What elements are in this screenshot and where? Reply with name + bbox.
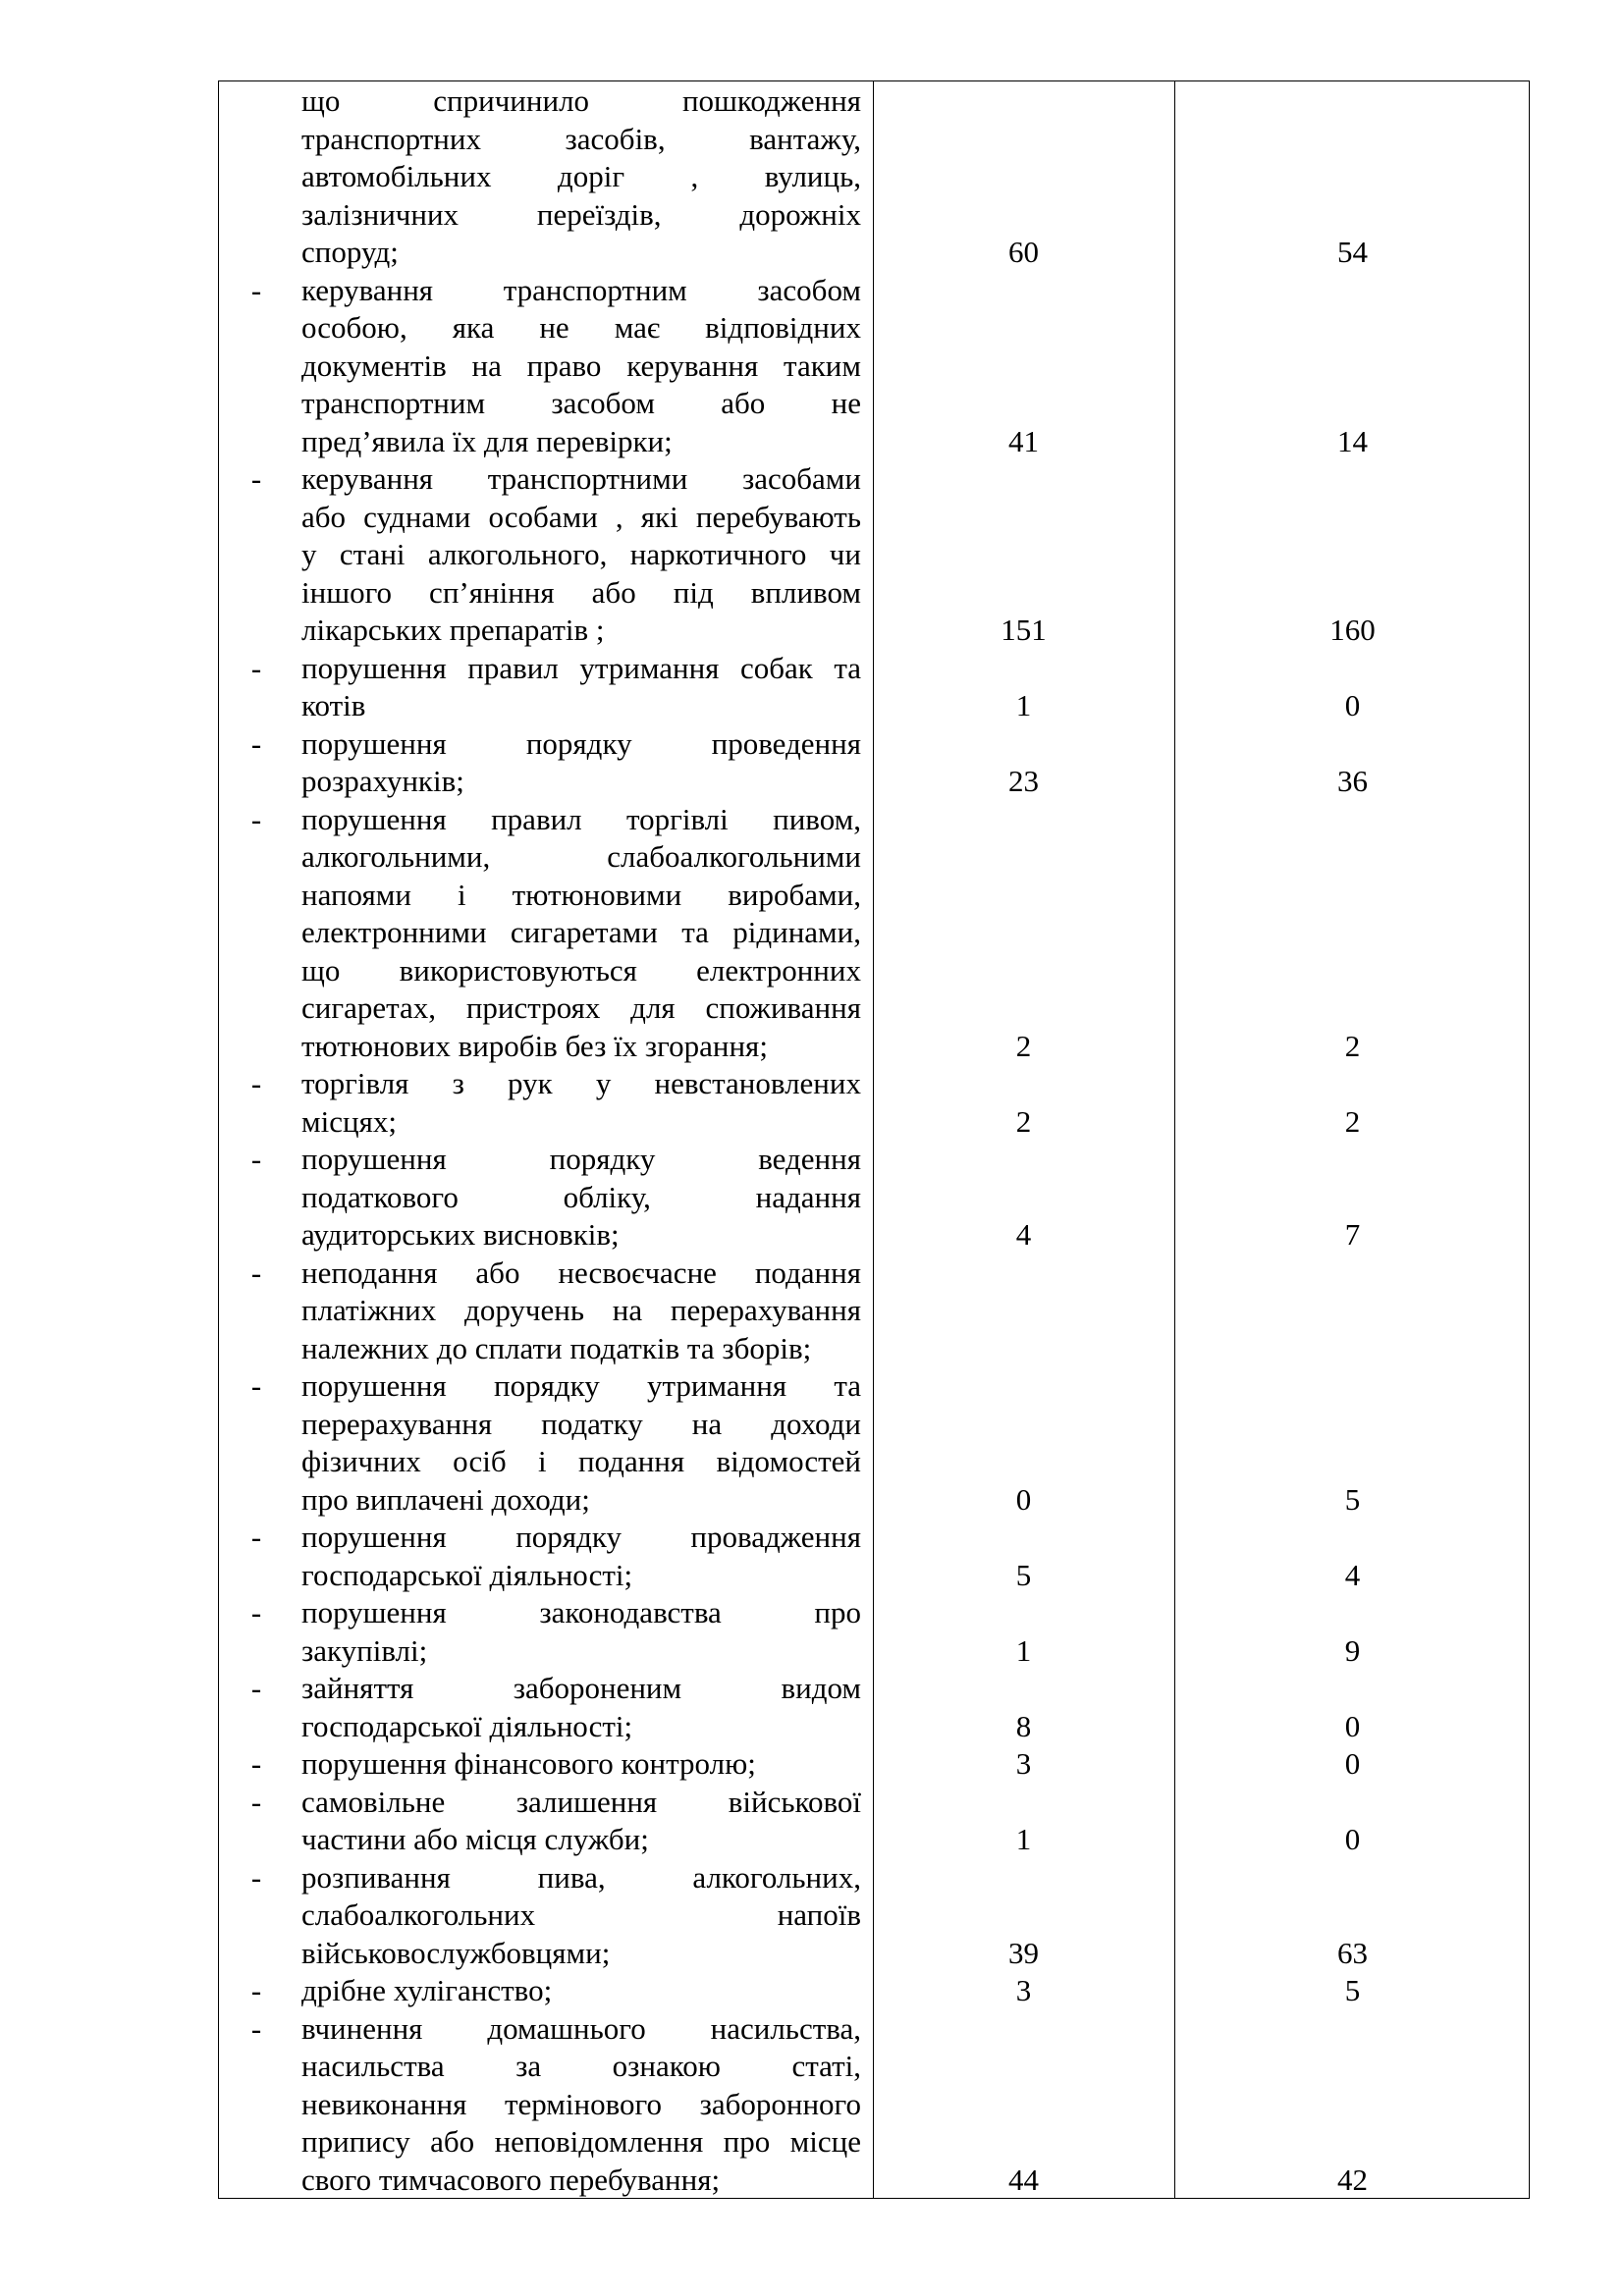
table-row bbox=[219, 1255, 1529, 1368]
value-column-1: 4 bbox=[1015, 1217, 1032, 1252]
offense-description-line: насильства за ознакою статі, bbox=[301, 2049, 861, 2083]
offense-description-line: тютюнових виробів без їх згорання; bbox=[301, 1028, 768, 1063]
offense-description-line: порушення законодавства про bbox=[301, 1595, 861, 1629]
text-line bbox=[219, 1292, 1529, 1330]
list-dash: - bbox=[250, 1595, 262, 1629]
list-dash: - bbox=[250, 1784, 262, 1819]
value-column-1: 1 bbox=[1015, 688, 1032, 722]
text-line bbox=[219, 838, 1529, 877]
offense-description-line: документів на право керування таким bbox=[301, 347, 861, 383]
text-line bbox=[219, 763, 1529, 801]
table-row bbox=[219, 725, 1529, 801]
text-line bbox=[219, 1972, 1529, 2010]
table-row bbox=[219, 1367, 1529, 1519]
list-dash: - bbox=[250, 1746, 262, 1781]
text-line bbox=[219, 2162, 1529, 2200]
text-line bbox=[219, 536, 1529, 574]
text-line bbox=[219, 1821, 1529, 1859]
text-line bbox=[219, 1028, 1529, 1066]
offense-description-line: порушення порядку провадження bbox=[301, 1520, 861, 1554]
offense-description-line: керування транспортними засобами bbox=[301, 461, 861, 496]
text-line bbox=[219, 121, 1529, 159]
table-row bbox=[219, 1745, 1529, 1784]
table-body bbox=[219, 82, 1529, 2199]
text-line bbox=[219, 385, 1529, 423]
list-dash: - bbox=[250, 1973, 262, 2007]
offense-description-line: дрібне хуліганство; bbox=[301, 1973, 553, 2007]
text-line bbox=[219, 1103, 1529, 1142]
list-dash: - bbox=[250, 1671, 262, 1705]
offense-description-line: сигаретах, пристроях для споживання bbox=[301, 990, 861, 1025]
text-line bbox=[219, 1784, 1529, 1822]
value-column-1: 0 bbox=[1015, 1481, 1032, 1517]
text-line bbox=[219, 1406, 1529, 1444]
table-row bbox=[219, 1972, 1529, 2010]
offense-description-line: припису або неповідомлення про місце bbox=[301, 2124, 861, 2159]
offense-description-line: платіжних доручень на перерахування bbox=[301, 1293, 861, 1327]
list-dash: - bbox=[250, 1859, 262, 1895]
value-column-2: 5 bbox=[1344, 1481, 1361, 1517]
offense-description-line: залізничних переїздів, дорожніх bbox=[301, 196, 861, 232]
text-line bbox=[219, 725, 1529, 764]
value-column-1: 3 bbox=[1015, 1746, 1032, 1781]
value-column-1: 39 bbox=[1008, 1935, 1039, 1970]
text-line bbox=[219, 347, 1529, 386]
offenses-table bbox=[218, 80, 1530, 2199]
text-line bbox=[219, 650, 1529, 688]
offense-description-line: закупівлі; bbox=[301, 1632, 428, 1668]
offense-description-line: пред’явила їх для перевірки; bbox=[301, 423, 673, 458]
value-column-2: 0 bbox=[1344, 688, 1361, 722]
list-dash: - bbox=[250, 801, 262, 836]
value-column-1: 8 bbox=[1015, 1708, 1032, 1743]
text-line bbox=[219, 2086, 1529, 2124]
text-line bbox=[219, 1632, 1529, 1671]
list-dash: - bbox=[250, 1368, 262, 1403]
table-row bbox=[219, 1670, 1529, 1745]
text-line bbox=[219, 1216, 1529, 1255]
list-dash: - bbox=[250, 272, 262, 307]
offense-description-line: електронними сигаретами та рідинами, bbox=[301, 915, 861, 949]
offense-description-line: напоями і тютюновими виробами, bbox=[301, 877, 861, 912]
offense-description-line: алкогольними, слабоалкогольними bbox=[301, 839, 861, 874]
text-line bbox=[219, 1594, 1529, 1632]
value-column-2: 0 bbox=[1344, 1708, 1361, 1743]
text-line bbox=[219, 158, 1529, 196]
offense-description-line: слабоалкогольних напоїв bbox=[301, 1897, 861, 1932]
value-column-1: 44 bbox=[1008, 2162, 1039, 2197]
table-row bbox=[219, 272, 1529, 461]
table-row bbox=[219, 1519, 1529, 1594]
text-line bbox=[219, 914, 1529, 952]
value-column-1: 3 bbox=[1015, 1973, 1032, 2007]
text-line bbox=[219, 2010, 1529, 2049]
table-row bbox=[219, 1065, 1529, 1141]
offense-description-line: транспортним засобом або не bbox=[301, 386, 861, 420]
offense-description-line: торгівля з рук у невстановлених bbox=[301, 1066, 861, 1100]
offense-description-line: зайняття забороненим видом bbox=[301, 1671, 861, 1705]
list-dash: - bbox=[250, 1142, 262, 1176]
offense-description-line: або суднами особами , які перебувають bbox=[301, 499, 861, 534]
value-column-1: 23 bbox=[1008, 764, 1039, 798]
offense-description-line: свого тимчасового перебування; bbox=[301, 2162, 721, 2197]
offense-description-line: керування транспортним засобом bbox=[301, 272, 861, 307]
offense-description-line: порушення порядку ведення bbox=[301, 1142, 861, 1176]
text-line bbox=[219, 309, 1529, 347]
text-line bbox=[219, 1859, 1529, 1897]
offense-description-line: порушення порядку проведення bbox=[301, 725, 861, 761]
value-column-2: 36 bbox=[1337, 764, 1368, 798]
text-line bbox=[219, 82, 1529, 121]
offense-description-line: порушення правил торгівлі пивом, bbox=[301, 801, 861, 836]
offense-description-line: частини або місця служби; bbox=[301, 1822, 649, 1856]
text-line bbox=[219, 499, 1529, 537]
offense-description-line: розпивання пива, алкогольних, bbox=[301, 1859, 861, 1895]
offense-description-line: фізичних осіб і подання відомостей bbox=[301, 1444, 861, 1478]
value-column-2: 4 bbox=[1344, 1557, 1361, 1592]
text-line bbox=[219, 1330, 1529, 1368]
list-dash: - bbox=[250, 2010, 262, 2046]
offense-description-line: господарської діяльності; bbox=[301, 1708, 633, 1743]
offense-description-line: що спричинило пошкодження bbox=[301, 83, 861, 118]
list-dash: - bbox=[250, 1066, 262, 1100]
value-column-2: 0 bbox=[1344, 1746, 1361, 1781]
value-column-1: 1 bbox=[1015, 1632, 1032, 1668]
list-dash: - bbox=[250, 461, 262, 496]
offense-description-line: належних до сплати податків та зборів; bbox=[301, 1330, 812, 1365]
list-dash: - bbox=[250, 1255, 262, 1290]
text-line bbox=[219, 1065, 1529, 1103]
value-column-1: 60 bbox=[1008, 235, 1039, 269]
offense-description-line: розрахунків; bbox=[301, 764, 464, 798]
value-column-2: 7 bbox=[1344, 1217, 1361, 1252]
text-line bbox=[219, 1255, 1529, 1293]
table-row bbox=[219, 801, 1529, 1066]
offense-description-line: порушення фінансового контролю; bbox=[301, 1746, 756, 1781]
text-line bbox=[219, 1557, 1529, 1595]
text-line bbox=[219, 2123, 1529, 2162]
text-line bbox=[219, 687, 1529, 725]
value-column-2: 5 bbox=[1344, 1973, 1361, 2007]
value-column-1: 2 bbox=[1015, 1028, 1032, 1063]
offense-description-line: транспортних засобів, вантажу, bbox=[301, 121, 861, 156]
offense-description-line: порушення порядку утримання та bbox=[301, 1368, 861, 1403]
table-row bbox=[219, 1784, 1529, 1859]
text-line bbox=[219, 1519, 1529, 1557]
value-column-2: 2 bbox=[1344, 1103, 1361, 1139]
value-column-2: 42 bbox=[1337, 2162, 1368, 2197]
text-line bbox=[219, 234, 1529, 272]
table-row bbox=[219, 460, 1529, 650]
text-line bbox=[219, 1708, 1529, 1746]
table-row bbox=[219, 82, 1529, 272]
text-line bbox=[219, 1935, 1529, 1973]
table-row bbox=[219, 650, 1529, 725]
text-line bbox=[219, 1481, 1529, 1520]
value-column-1: 41 bbox=[1008, 423, 1039, 458]
text-line bbox=[219, 1179, 1529, 1217]
offense-description-line: неподання або несвоєчасне подання bbox=[301, 1255, 861, 1290]
offense-description-line: у стані алкогольного, наркотичного чи bbox=[301, 537, 861, 571]
value-column-2: 2 bbox=[1344, 1028, 1361, 1063]
value-column-2: 160 bbox=[1329, 613, 1376, 647]
text-line bbox=[219, 1367, 1529, 1406]
value-column-1: 5 bbox=[1015, 1557, 1032, 1592]
list-dash: - bbox=[250, 1520, 262, 1554]
value-column-2: 63 bbox=[1337, 1935, 1368, 1970]
offense-description-line: автомобільних доріг , вулиць, bbox=[301, 159, 861, 193]
list-dash: - bbox=[250, 650, 262, 685]
text-line bbox=[219, 574, 1529, 613]
text-line bbox=[219, 460, 1529, 499]
text-line bbox=[219, 989, 1529, 1028]
text-line bbox=[219, 1670, 1529, 1708]
value-column-2: 9 bbox=[1344, 1632, 1361, 1668]
offense-description-line: аудиторських висновків; bbox=[301, 1217, 620, 1252]
text-line bbox=[219, 1141, 1529, 1179]
text-line bbox=[219, 1896, 1529, 1935]
text-line bbox=[219, 952, 1529, 990]
list-dash: - bbox=[250, 725, 262, 761]
text-line bbox=[219, 2048, 1529, 2086]
text-line bbox=[219, 877, 1529, 915]
offense-description-line: податкового обліку, надання bbox=[301, 1179, 861, 1214]
text-line bbox=[219, 801, 1529, 839]
text-line bbox=[219, 196, 1529, 235]
table-row bbox=[219, 1141, 1529, 1255]
offense-description-line: перерахування податку на доходи bbox=[301, 1406, 861, 1441]
offense-description-line: вчинення домашнього насильства, bbox=[301, 2010, 861, 2046]
value-column-2: 54 bbox=[1337, 235, 1368, 269]
offense-description-line: особою, яка не має відповідних bbox=[301, 310, 861, 345]
offense-description-line: лікарських препаратів ; bbox=[301, 613, 605, 647]
text-line bbox=[219, 272, 1529, 310]
text-line bbox=[219, 1443, 1529, 1481]
offense-description-line: споруд; bbox=[301, 235, 399, 269]
offense-description-line: самовільне залишення військової bbox=[301, 1784, 861, 1819]
offense-description-line: господарської діяльності; bbox=[301, 1557, 633, 1592]
offense-description-line: про виплачені доходи; bbox=[301, 1481, 590, 1517]
value-column-1: 1 bbox=[1015, 1822, 1032, 1856]
table-row bbox=[219, 2010, 1529, 2200]
offense-description-line: що використовуються електронних bbox=[301, 952, 861, 988]
offense-description-line: військовослужбовцями; bbox=[301, 1935, 611, 1970]
value-column-2: 0 bbox=[1344, 1822, 1361, 1856]
offense-description-line: порушення правил утримання собак та bbox=[301, 650, 861, 685]
offense-description-line: невиконання термінового заборонного bbox=[301, 2086, 861, 2121]
text-line bbox=[219, 1745, 1529, 1784]
text-line bbox=[219, 612, 1529, 650]
value-column-1: 151 bbox=[1001, 613, 1047, 647]
value-column-2: 14 bbox=[1337, 423, 1368, 458]
text-line bbox=[219, 423, 1529, 461]
offense-description-line: місцях; bbox=[301, 1103, 397, 1139]
offense-description-line: котів bbox=[301, 688, 366, 722]
offense-description-line: іншого сп’яніння або під впливом bbox=[301, 574, 861, 610]
table-row bbox=[219, 1859, 1529, 1973]
table-row bbox=[219, 1594, 1529, 1670]
value-column-1: 2 bbox=[1015, 1103, 1032, 1139]
